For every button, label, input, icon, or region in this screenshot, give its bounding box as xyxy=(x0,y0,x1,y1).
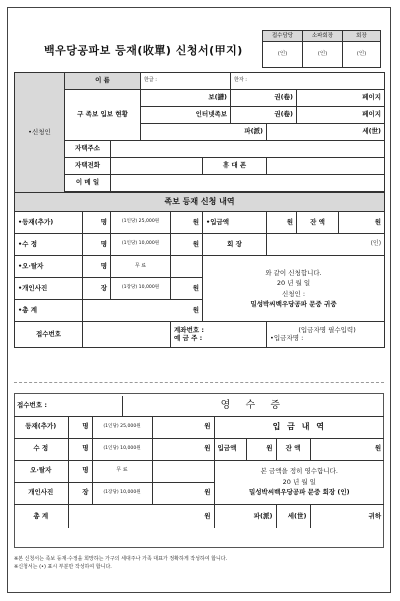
receipt-label-edit: 수 정 xyxy=(14,438,68,460)
deposit-amount[interactable]: 원 xyxy=(267,212,297,234)
pa-field[interactable]: 파(派) xyxy=(141,124,267,141)
note-2: ※신청서는 (•) 표시 부분만 작성하여 합니다. xyxy=(14,563,112,570)
receipt-rate-typo: 무 료 xyxy=(92,460,152,482)
address-field[interactable] xyxy=(111,141,385,158)
notes xyxy=(14,556,227,571)
receipt-date[interactable]: 20 년 월 일 xyxy=(282,477,316,486)
balance-amount[interactable]: 원 xyxy=(339,212,385,234)
phone-label: 자택전화 xyxy=(65,158,111,175)
detail-label-register: • 등재(추가) xyxy=(15,212,83,234)
declaration-block xyxy=(203,256,385,322)
receipt-amount-typo xyxy=(152,460,214,482)
depositor-name-field[interactable]: •입금자명 : xyxy=(270,333,304,342)
depositor-name-block xyxy=(267,322,385,348)
detail-label-typo: • 오·탈자 xyxy=(15,256,83,278)
phone-field[interactable] xyxy=(111,158,203,175)
detail-rate-register: (1인당) 25,000원 xyxy=(111,212,171,234)
receipt-label-photo: 개인사진 xyxy=(14,482,68,504)
receipt-rate-photo: (1장당) 10,000원 xyxy=(92,482,152,504)
receipt-amount-register[interactable]: 원 xyxy=(152,416,214,438)
mobile-field[interactable] xyxy=(267,158,385,175)
president-seal[interactable]: (인) xyxy=(267,234,385,256)
detail-unit-edit[interactable]: 명 xyxy=(83,234,111,256)
receipt-unit-typo[interactable]: 명 xyxy=(68,460,92,482)
email-label: 이 메 일 xyxy=(65,175,111,192)
approval-seal-president[interactable]: (인) xyxy=(343,42,381,68)
balance-label: 잔 액 xyxy=(297,212,339,234)
declaration-recipient: 밀성박씨백우당공파 문중 귀중 xyxy=(250,299,337,308)
detail-unit-photo[interactable]: 장 xyxy=(83,278,111,300)
detail-rate-typo: 무 료 xyxy=(111,256,171,278)
detail-unit-register[interactable]: 명 xyxy=(83,212,111,234)
receipt-unit-edit[interactable]: 명 xyxy=(68,438,92,460)
president-label: 회 장 xyxy=(203,234,267,256)
account-no-label: 계좌번호 : xyxy=(174,326,205,335)
receipt-deposit-label: 입금액 xyxy=(214,438,246,460)
depositor-label: 예 금 주 : xyxy=(174,333,203,342)
approval-seal-clerk[interactable]: (인) xyxy=(263,42,303,68)
receipt-rate-register: (1인당) 25,000원 xyxy=(92,416,152,438)
account-info xyxy=(171,322,267,348)
receipt-balance-label: 잔 액 xyxy=(276,438,310,460)
detail-rate-photo: (1장당) 10,000원 xyxy=(111,278,171,300)
record-status-label: 구 족보 입보 현황 xyxy=(65,90,141,141)
approval-box xyxy=(262,30,381,68)
receipt-amount-photo[interactable]: 원 xyxy=(152,482,214,504)
receipt-deposit-amount[interactable]: 원 xyxy=(246,438,276,460)
declaration-date[interactable]: 20 년 월 일 xyxy=(276,279,311,288)
record-bo-field[interactable]: 보(譜) xyxy=(141,90,231,107)
detail-label-photo: • 개인사진 xyxy=(15,278,83,300)
receipt-label-register: 등재(추가) xyxy=(14,416,68,438)
mobile-label: 휴 대 폰 xyxy=(203,158,267,175)
receipt-table xyxy=(14,396,384,528)
form-title: 백우당공파보 등재(收單) 신청서(甲지) xyxy=(44,44,243,57)
receipt-amount-edit[interactable]: 원 xyxy=(152,438,214,460)
detail-unit-typo[interactable]: 명 xyxy=(83,256,111,278)
record-gwon-field[interactable]: 권(卷) xyxy=(231,90,297,107)
receipt-title: 영 수 증 xyxy=(122,396,384,416)
cut-line xyxy=(14,382,384,383)
receipt-no-field[interactable] xyxy=(83,322,171,348)
receipt-total-label: 총 계 xyxy=(14,504,68,528)
detail-amount-total[interactable]: 원 xyxy=(83,300,203,322)
detail-amount-typo xyxy=(171,256,203,278)
record-internet-page-field[interactable]: 페이지 xyxy=(297,107,385,124)
receipt-name-field[interactable]: 귀하 xyxy=(310,504,384,528)
approval-seal-subhead[interactable]: (인) xyxy=(303,42,343,68)
approval-header-clerk: 접수담당 xyxy=(263,31,303,42)
detail-label-edit: • 수 정 xyxy=(15,234,83,256)
detail-label-total: • 총 계 xyxy=(15,300,83,322)
name-hangul-field[interactable]: 한글 : xyxy=(141,73,231,90)
se-field[interactable]: 세(世) xyxy=(267,124,385,141)
declaration-signer[interactable]: 신청인 : xyxy=(281,289,306,298)
record-page-field[interactable]: 페이지 xyxy=(297,90,385,107)
receipt-label-typo: 오·탈자 xyxy=(14,460,68,482)
receipt-balance-amount[interactable]: 원 xyxy=(310,438,384,460)
receipt-pa-field[interactable]: 파(派) xyxy=(214,504,276,528)
receipt-statement: 본 금액을 정히 영수함니다. xyxy=(260,467,338,476)
receipt-rate-edit: (1인당) 10,000원 xyxy=(92,438,152,460)
record-internet-gwon-field[interactable]: 권(卷) xyxy=(231,107,297,124)
detail-amount-photo[interactable]: 원 xyxy=(171,278,203,300)
receipt-unit-register[interactable]: 명 xyxy=(68,416,92,438)
receipt-se-field[interactable]: 세(世) xyxy=(276,504,310,528)
name-label: 이 름 xyxy=(65,73,141,90)
receipt-issuer-seal[interactable]: (인) xyxy=(337,488,350,497)
application-form xyxy=(14,72,385,348)
receipt-deposit-header: 입 금 내 역 xyxy=(214,416,384,438)
declaration-statement: 와 같이 신청합니다. xyxy=(265,268,322,277)
receipt-declaration xyxy=(214,460,384,504)
note-1: ※본 신청서는 족보 등재·수정을 희망하는 가구의 세대주나 가족 대표가 정확하게 작성하여 합니다. xyxy=(14,556,228,562)
receipt-no[interactable]: 접수번호 : xyxy=(14,396,122,416)
receipt-total-amount[interactable]: 원 xyxy=(68,504,214,528)
detail-rate-edit: (1인당) 10,000원 xyxy=(111,234,171,256)
detail-amount-register[interactable]: 원 xyxy=(171,212,203,234)
applicant-section-label: • 신청인 xyxy=(15,73,65,193)
detail-amount-edit[interactable]: 원 xyxy=(171,234,203,256)
receipt-issuer: 밀성박씨백우당공파 문중 회장 (인) xyxy=(248,488,350,497)
depositor-required-note: (입금자명 필수입력) xyxy=(298,326,356,335)
approval-header-subhead: 소파회장 xyxy=(303,31,343,42)
receipt-no-label: 접수번호 xyxy=(15,322,83,348)
name-hanja-field[interactable]: 한자 : xyxy=(231,73,385,90)
receipt-unit-photo[interactable]: 장 xyxy=(68,482,92,504)
approval-header-president: 회장 xyxy=(343,31,381,42)
email-field[interactable] xyxy=(111,175,385,192)
details-header: 족보 등재 신청 내역 xyxy=(15,193,385,212)
address-label: 자택주소 xyxy=(65,141,111,158)
deposit-label: • 입금액 xyxy=(203,212,267,234)
record-internet-field[interactable]: 인터넷족보 xyxy=(141,107,231,124)
